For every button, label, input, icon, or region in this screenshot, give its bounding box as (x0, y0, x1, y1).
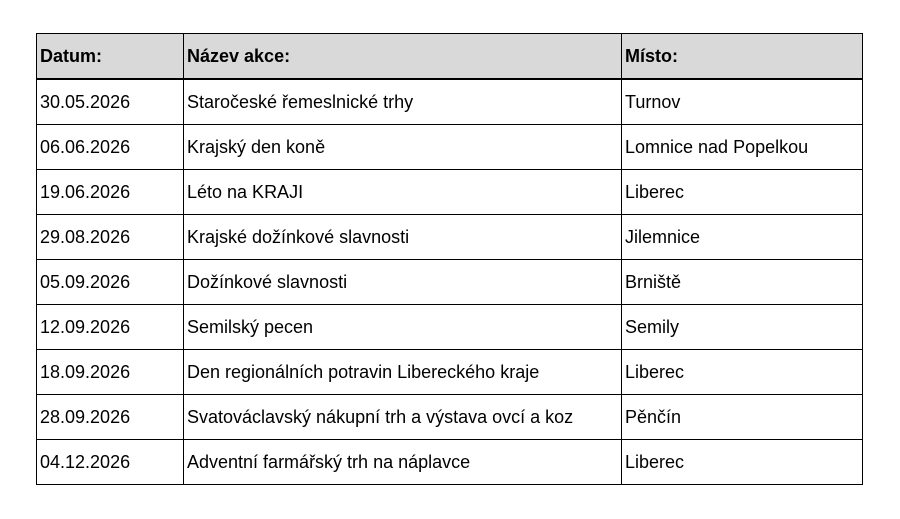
cell-date: 12.09.2026 (37, 305, 184, 350)
table-row (37, 350, 863, 395)
cell-place: Liberec (622, 440, 863, 485)
cell-date: 04.12.2026 (37, 440, 184, 485)
header-date: Datum: (37, 34, 184, 80)
cell-place: Lomnice nad Popelkou (622, 125, 863, 170)
table-row (37, 305, 863, 350)
table-row (37, 215, 863, 260)
cell-place: Liberec (622, 170, 863, 215)
header-place: Místo: (622, 34, 863, 80)
cell-event-name: Staročeské řemeslnické trhy (184, 79, 622, 125)
cell-event-name: Krajské dožínkové slavnosti (184, 215, 622, 260)
cell-date: 19.06.2026 (37, 170, 184, 215)
table-header-row (37, 34, 863, 80)
cell-event-name: Adventní farmářský trh na náplavce (184, 440, 622, 485)
cell-place: Turnov (622, 79, 863, 125)
table-row (37, 395, 863, 440)
table-row (37, 260, 863, 305)
cell-event-name: Krajský den koně (184, 125, 622, 170)
cell-event-name: Semilský pecen (184, 305, 622, 350)
table-row (37, 440, 863, 485)
cell-event-name: Léto na KRAJI (184, 170, 622, 215)
cell-event-name: Svatováclavský nákupní trh a výstava ovcí a koz (184, 395, 622, 440)
cell-place: Semily (622, 305, 863, 350)
cell-date: 18.09.2026 (37, 350, 184, 395)
table-row (37, 170, 863, 215)
cell-date: 05.09.2026 (37, 260, 184, 305)
cell-event-name: Dožínkové slavnosti (184, 260, 622, 305)
header-event-name: Název akce: (184, 34, 622, 80)
cell-event-name: Den regionálních potravin Libereckého kraje (184, 350, 622, 395)
cell-date: 30.05.2026 (37, 79, 184, 125)
cell-place: Brniště (622, 260, 863, 305)
cell-place: Jilemnice (622, 215, 863, 260)
cell-date: 28.09.2026 (37, 395, 184, 440)
cell-date: 29.08.2026 (37, 215, 184, 260)
cell-place: Liberec (622, 350, 863, 395)
cell-date: 06.06.2026 (37, 125, 184, 170)
table-row (37, 79, 863, 125)
cell-place: Pěnčín (622, 395, 863, 440)
table-row (37, 125, 863, 170)
events-table (36, 33, 863, 485)
